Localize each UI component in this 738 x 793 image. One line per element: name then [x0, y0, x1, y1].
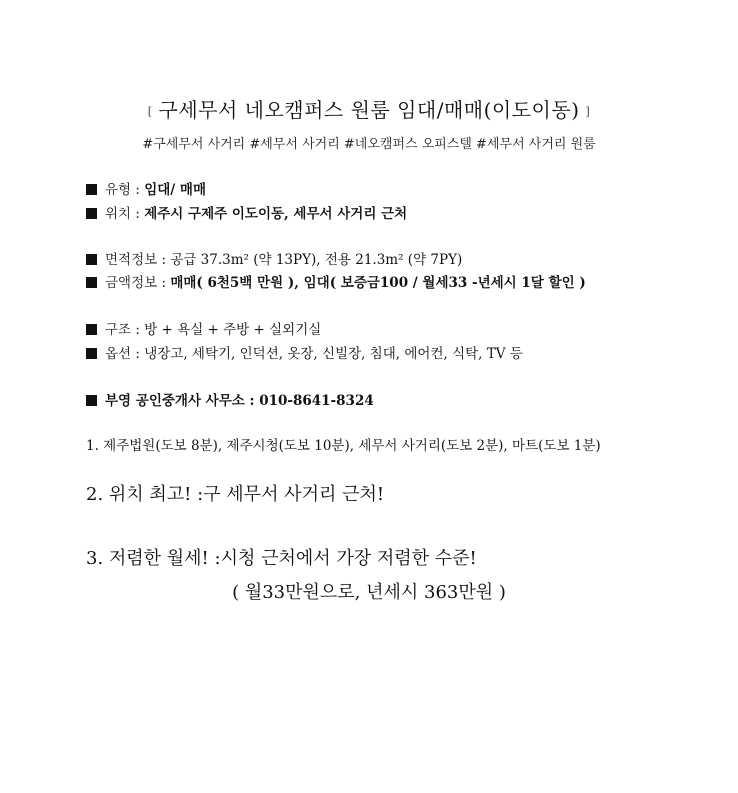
square-bullet-icon	[86, 324, 97, 335]
info-type-row	[86, 178, 206, 198]
info-type-value: 임대/ 매매	[144, 182, 207, 198]
square-bullet-icon	[86, 184, 97, 195]
info-options-label: 옵션 :	[105, 346, 140, 362]
info-price-row	[86, 271, 586, 291]
agency-row	[86, 389, 374, 409]
info-structure-value: 방 + 욕실 + 주방 + 실외기실	[144, 322, 322, 338]
point-3: 3. 저렴한 월세! :시청 근처에서 가장 저렴한 수준!	[86, 548, 477, 569]
info-price-value: 매매( 6천5백 만원 ), 임대( 보증금100 / 월세33 -년세시 1달 할인 )	[170, 275, 586, 291]
page-title	[0, 94, 738, 123]
info-type-label: 유형 :	[105, 182, 140, 198]
info-location-label: 위치 :	[105, 206, 140, 222]
point-2: 2. 위치 최고! :구 세무서 사거리 근처!	[86, 484, 385, 505]
agency-contact: 부영 공인중개사 사무소 : 010-8641-8324	[105, 393, 374, 409]
info-structure-row	[86, 318, 321, 338]
info-structure-label: 구조 :	[105, 322, 140, 338]
square-bullet-icon	[86, 277, 97, 288]
info-area-row	[86, 248, 462, 268]
point-3-sub: ( 월33만원으로, 년세시 363만원 )	[232, 582, 506, 603]
info-location-value: 제주시 구제주 이도이동, 세무서 사거리 근처	[144, 206, 408, 222]
square-bullet-icon	[86, 348, 97, 359]
title-bracket-left: [	[147, 105, 153, 118]
square-bullet-icon	[86, 395, 97, 406]
info-options-value: 냉장고, 세탁기, 인덕션, 옷장, 신빌장, 침대, 에어컨, 식탁, TV 등	[144, 346, 523, 362]
point-1: 1. 제주법원(도보 8분), 제주시청(도보 10분), 세무서 사거리(도보 2분), 마트(도보 1분)	[86, 438, 601, 454]
info-price-label: 금액정보 :	[105, 275, 167, 291]
hashtag-line: #구세무서 사거리 #세무서 사거리 #네오캠퍼스 오피스텔 #세무서 사거리 원룸	[142, 137, 596, 152]
square-bullet-icon	[86, 254, 97, 265]
title-bracket-right: ]	[585, 105, 591, 118]
info-location-row	[86, 202, 407, 222]
title-text: 구세무서 네오캠퍼스 원룸 임대/매매(이도이동)	[158, 98, 580, 122]
info-area-label: 면적정보 :	[105, 252, 167, 268]
info-options-row	[86, 342, 523, 362]
square-bullet-icon	[86, 208, 97, 219]
info-area-value: 공급 37.3m² (약 13PY), 전용 21.3m² (약 7PY)	[170, 252, 463, 268]
